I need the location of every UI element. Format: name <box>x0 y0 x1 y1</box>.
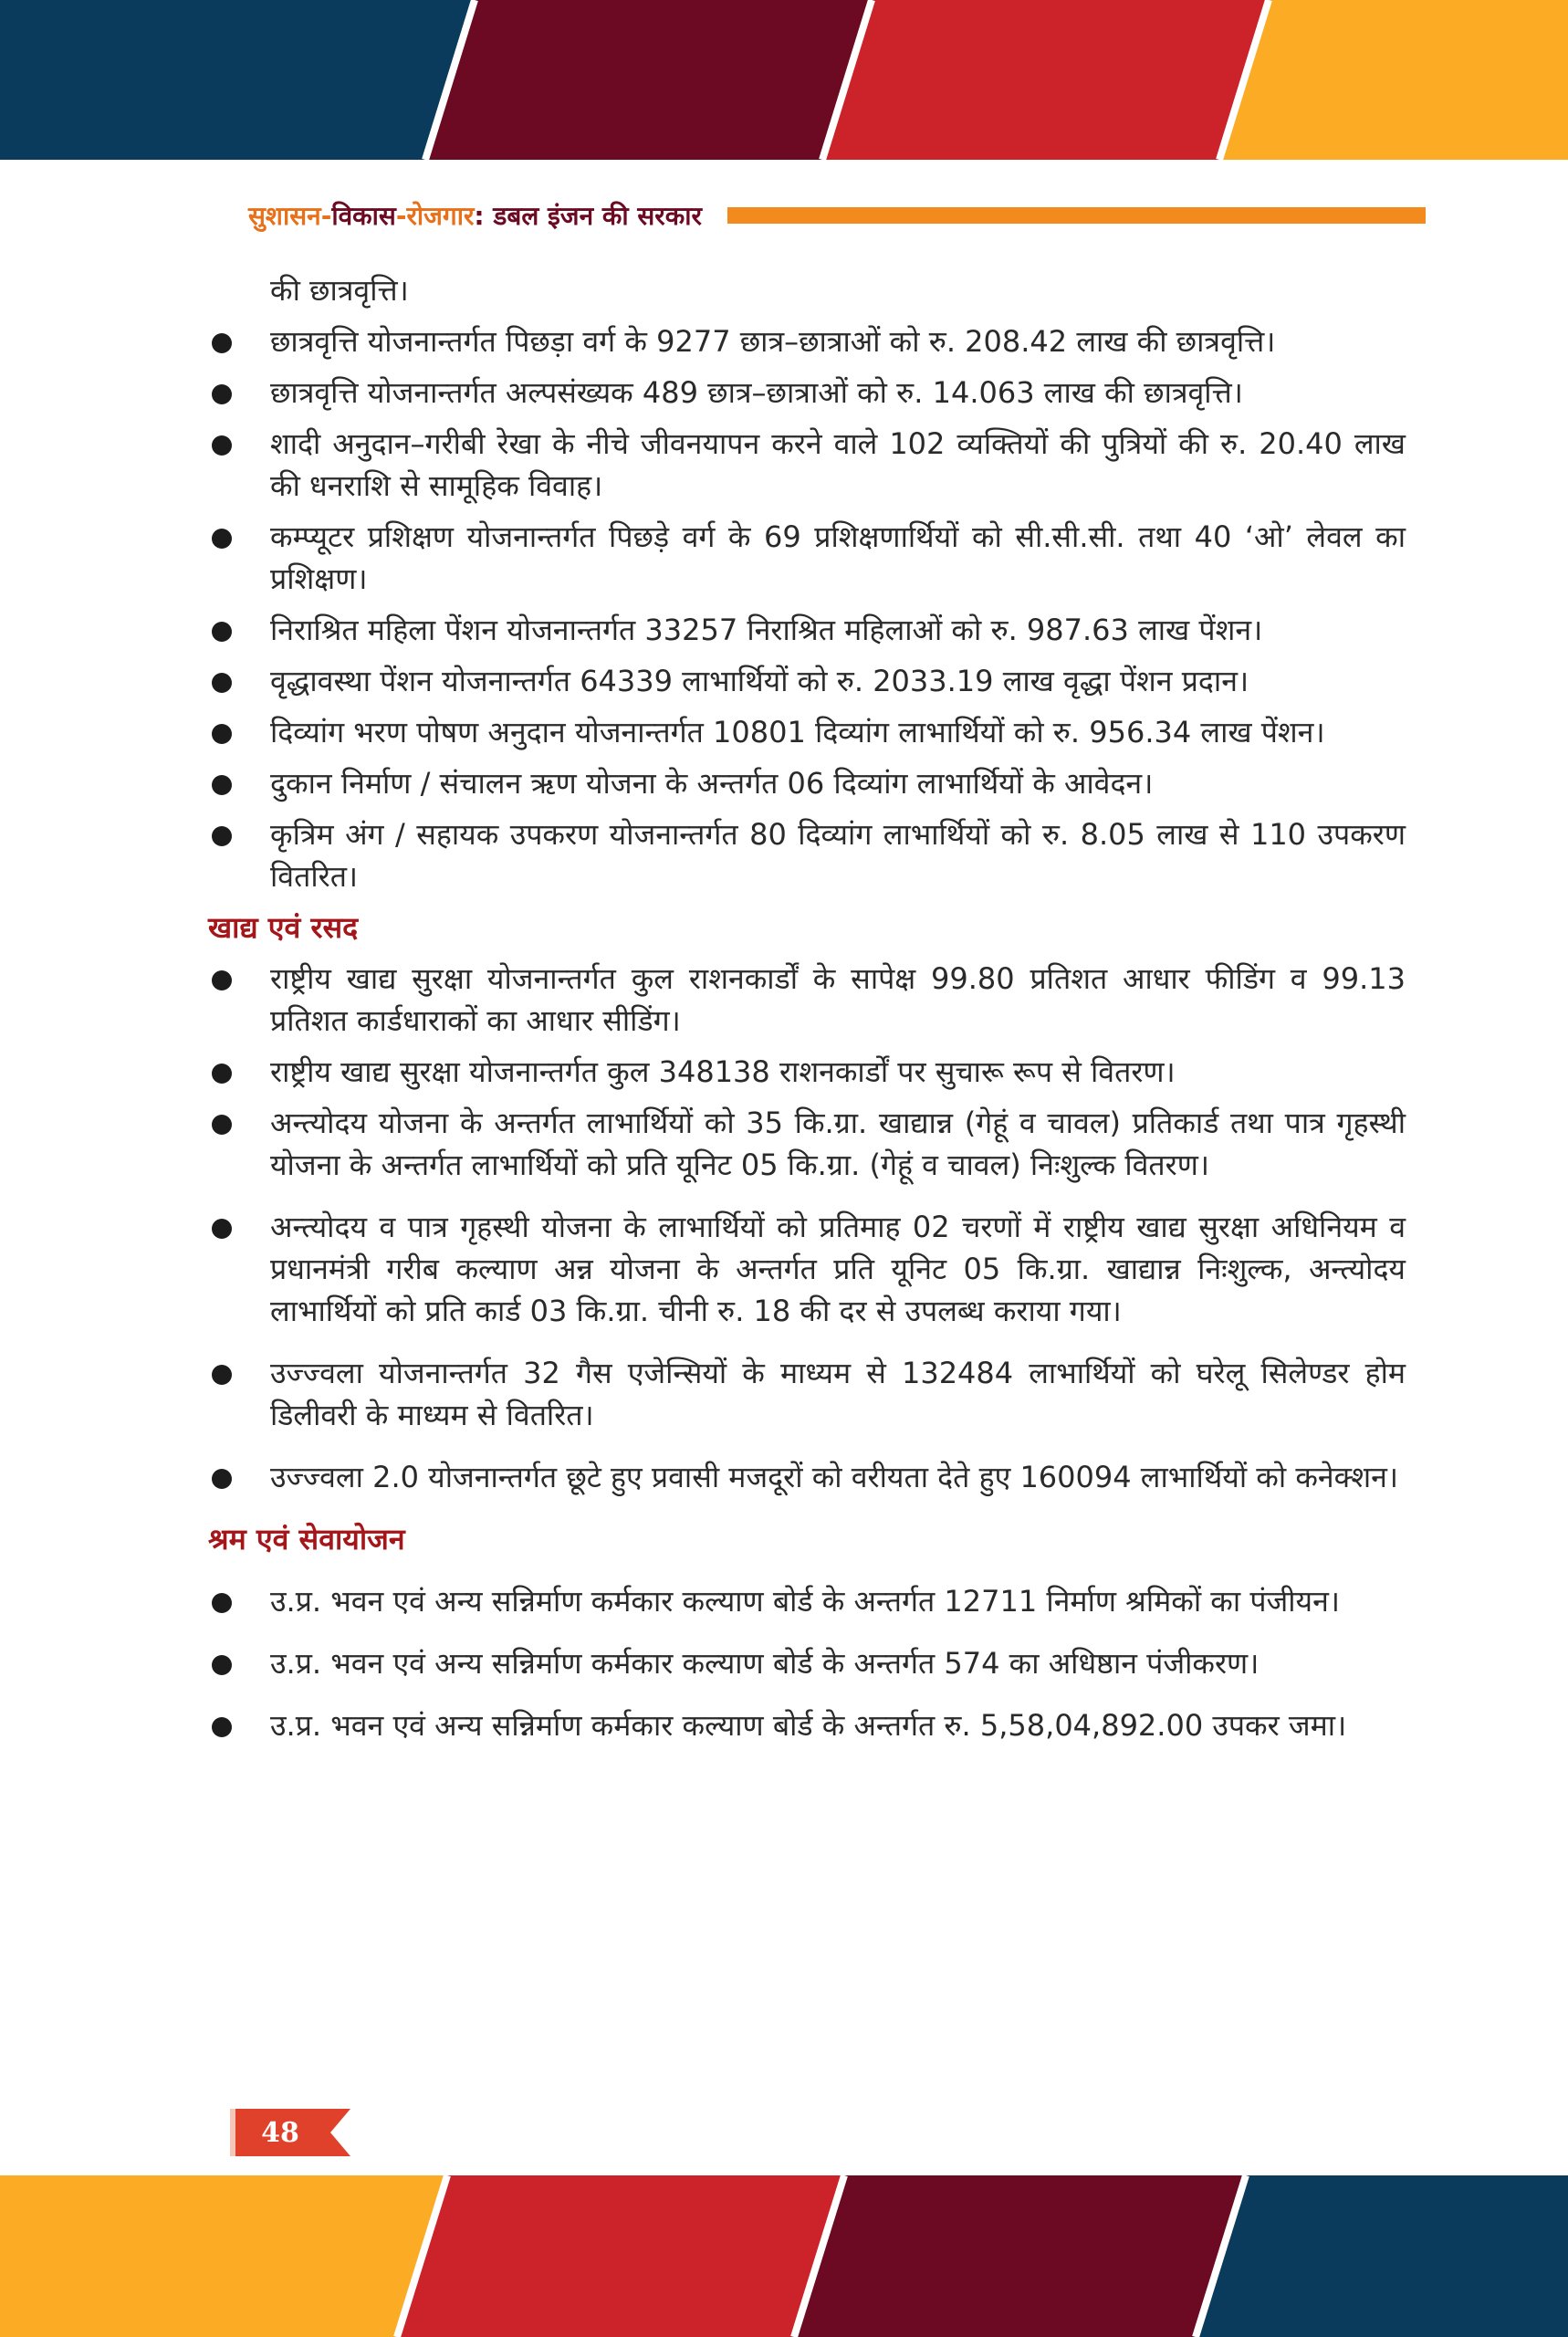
list-item: राष्ट्रीय खाद्य सुरक्षा योजनान्तर्गत कुल 348138 राशनकार्डों पर सुचारू रूप से वितरण। <box>208 1051 1406 1093</box>
page-number-tag <box>230 2109 350 2156</box>
list-item: कृत्रिम अंग / सहायक उपकरण योजनान्तर्गत 80 दिव्यांग लाभार्थियों को रु. 8.05 लाख से 110 उपकरण वितरित। <box>208 813 1406 897</box>
band-yellow <box>0 2175 447 2337</box>
bottom-decorative-band <box>0 2175 1568 2337</box>
list-item: अन्त्योदय योजना के अन्तर्गत लाभार्थियों को 35 कि.ग्रा. खाद्यान्न (गेहूं व चावल) प्रतिकार्ड तथा पात्र गृहस्थी योजना के अन्तर्गत लाभार्थियों को प्रति यूनिट 05 कि.ग्रा. (गेहूं व चावल) निःशुल्क वितरण। <box>208 1102 1406 1186</box>
bullet-icon <box>212 1655 232 1675</box>
page-number: 48 <box>261 2116 299 2149</box>
list-item: दुकान निर्माण / संचालन ऋण योजना के अन्तर्गत 06 दिव्यांग लाभार्थियों के आवेदन। <box>208 762 1406 804</box>
band-maroon <box>425 0 872 160</box>
bullet-icon <box>212 826 232 846</box>
bullet-icon <box>212 1115 232 1135</box>
bullet-icon <box>212 384 232 404</box>
bullet-icon <box>212 775 232 795</box>
header-title-part2: विकास <box>331 201 396 231</box>
bullet-icon <box>212 1219 232 1239</box>
band-navy <box>1196 2175 1568 2337</box>
list-item: शादी अनुदान–गरीबी रेखा के नीचे जीवनयापन करने वाले 102 व्यक्तियों की पुत्रियों की रु. 20.40 लाख की धनराशि से सामूहिक विवाह। <box>208 423 1406 507</box>
list-item: छात्रवृत्ति योजनान्तर्गत पिछड़ा वर्ग के 9277 छात्र–छात्राओं को रु. 208.42 लाख की छात्रवृत्ति। <box>208 320 1406 362</box>
bullet-icon <box>212 1717 232 1737</box>
list-item: राष्ट्रीय खाद्य सुरक्षा योजनान्तर्गत कुल राशनकार्डों के सापेक्ष 99.80 प्रतिशत आधार फीडिंग व 99.13 प्रतिशत कार्डधाराकों का आधार सीडिंग। <box>208 958 1406 1042</box>
header-title-part4: : डबल इंजन की सरकार <box>474 201 702 231</box>
list-item: उज्ज्वला 2.0 योजनान्तर्गत छूटे हुए प्रवासी मजदूरों को वरीयता देते हुए 160094 लाभार्थियों को कनेक्शन। <box>208 1456 1406 1498</box>
top-decorative-band <box>0 0 1568 160</box>
section-heading-food: खाद्य एवं रसद <box>208 910 359 945</box>
list-item: कम्प्यूटर प्रशिक्षण योजनान्तर्गत पिछड़े वर्ग के 69 प्रशिक्षणार्थियों को सी.सी.सी. तथा 40 ‘ओ’ लेवल का प्रशिक्षण। <box>208 516 1406 600</box>
bullet-icon <box>212 1469 232 1489</box>
running-header <box>248 197 1426 234</box>
bullet-icon <box>212 970 232 990</box>
bullet-icon <box>212 1593 232 1613</box>
bullet-icon <box>212 673 232 693</box>
list-item: उ.प्र. भवन एवं अन्य सन्निर्माण कर्मकार कल्याण बोर्ड के अन्तर्गत रु. 5,58,04,892.00 उपकर जमा। <box>208 1704 1406 1746</box>
header-title-part3: -रोजगार <box>395 201 475 231</box>
band-yellow <box>1219 0 1568 160</box>
bullet-icon <box>212 1064 232 1084</box>
list-item: निराश्रित महिला पेंशन योजनान्तर्गत 33257 निराश्रित महिलाओं को रु. 987.63 लाख पेंशन। <box>208 609 1406 651</box>
band-navy <box>0 0 475 160</box>
band-red <box>397 2175 844 2337</box>
section-heading-labour: श्रम एवं सेवायोजन <box>208 1522 405 1556</box>
header-rule <box>727 207 1426 224</box>
band-maroon <box>794 2175 1246 2337</box>
list-item: उ.प्र. भवन एवं अन्य सन्निर्माण कर्मकार कल्याण बोर्ड के अन्तर्गत 12711 निर्माण श्रमिकों का पंजीयन। <box>208 1580 1406 1622</box>
list-item: उज्ज्वला योजनान्तर्गत 32 गैस एजेन्सियों के माध्यम से 132484 लाभार्थियों को घरेलू सिलेण्डर होम डिलीवरी के माध्यम से वितरित। <box>208 1352 1406 1436</box>
list-item: अन्त्योदय व पात्र गृहस्थी योजना के लाभार्थियों को प्रतिमाह 02 चरणों में राष्ट्रीय खाद्य सुरक्षा अधिनियम व प्रधानमंत्री गरीब कल्याण अन्न योजना के अन्तर्गत प्रति यूनिट 05 कि.ग्रा. खाद्यान्न निःशुल्क, अन्त्योदय लाभार्थियों को प्रति कार्ड 03 कि.ग्रा. चीनी रु. 18 की दर से उपलब्ध कराया गया। <box>208 1206 1406 1332</box>
continuation-text: की छात्रवृत्ति। <box>270 273 409 308</box>
band-red <box>822 0 1269 160</box>
bullet-icon <box>212 724 232 744</box>
bullet-icon <box>212 622 232 642</box>
list-item: दिव्यांग भरण पोषण अनुदान योजनान्तर्गत 10801 दिव्यांग लाभार्थियों को रु. 956.34 लाख पेंशन। <box>208 711 1406 753</box>
page-content <box>208 269 1406 1746</box>
list-item: उ.प्र. भवन एवं अन्य सन्निर्माण कर्मकार कल्याण बोर्ड के अन्तर्गत 574 का अधिष्ठान पंजीकरण। <box>208 1642 1406 1684</box>
list-item: छात्रवृत्ति योजनान्तर्गत अल्पसंख्यक 489 छात्र–छात्राओं को रु. 14.063 लाख की छात्रवृत्ति। <box>208 372 1406 414</box>
bullet-icon <box>212 435 232 456</box>
list-item: वृद्धावस्था पेंशन योजनान्तर्गत 64339 लाभार्थियों को रु. 2033.19 लाख वृद्धा पेंशन प्रदान। <box>208 660 1406 702</box>
bullet-icon <box>212 529 232 549</box>
bullet-icon <box>212 333 232 353</box>
header-title-part1: सुशासन- <box>248 201 332 231</box>
bullet-icon <box>212 1365 232 1385</box>
